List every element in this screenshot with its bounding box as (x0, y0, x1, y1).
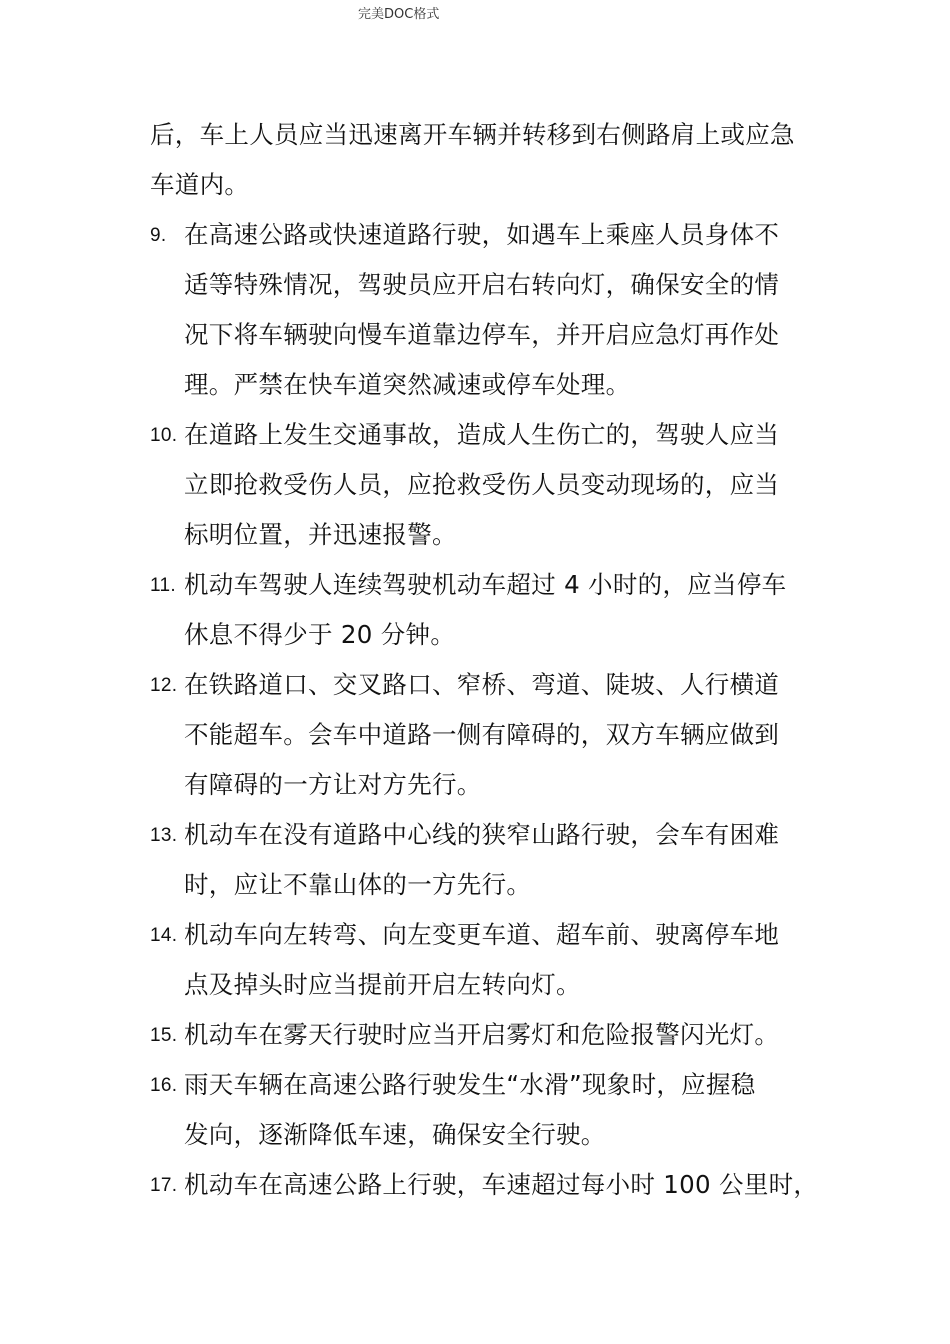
list-item-number: 15. (150, 1025, 178, 1046)
list-item (150, 910, 820, 1010)
list-item-line: 点及掉头时应当提前开启左转向灯。 (184, 970, 581, 999)
list-item-line (150, 560, 820, 610)
list-item-number: 10. (150, 425, 178, 446)
list-item-text: 在高速公路或快速道路行驶，如遇车上乘座人员身体不 (184, 220, 780, 249)
list-item-text: 机动车在没有道路中心线的狭窄山路行驶，会车有困难 (184, 820, 780, 849)
list-item (150, 410, 820, 560)
document-body (150, 110, 820, 1210)
list-item-line (150, 910, 820, 960)
list-item-number: 9. (150, 225, 167, 246)
list-item-line (150, 410, 820, 460)
text-line: 后，车上人员应当迅速离开车辆并转移到右侧路肩上或应急 (150, 120, 795, 149)
list-item (150, 660, 820, 810)
list-item-line: 立即抢救受伤人员，应抢救受伤人员变动现场的，应当 (184, 470, 780, 499)
list-item (150, 1160, 820, 1210)
list-item (150, 1060, 820, 1160)
list-item-text: 机动车在雾天行驶时应当开启雾灯和危险报警闪光灯。 (184, 1020, 780, 1049)
list-item-line: 有障碍的一方让对方先行。 (184, 770, 482, 799)
list-item-line (150, 1160, 820, 1210)
list-item-text: 雨天车辆在高速公路行驶发生“水滑”现象时，应握稳 (184, 1070, 756, 1099)
list-item (150, 810, 820, 910)
list-item-text: 在道路上发生交通事故，造成人生伤亡的，驾驶人应当 (184, 420, 780, 449)
list-item-line: 理。严禁在快车道突然减速或停车处理。 (184, 370, 631, 399)
list-item-number: 17. (150, 1175, 178, 1196)
list-item-line: 不能超车。会车中道路一侧有障碍的，双方车辆应做到 (184, 720, 780, 749)
list-item-text: 机动车向左转弯、向左变更车道、超车前、驶离停车地 (184, 920, 780, 949)
intro-paragraph (150, 110, 820, 210)
page-header: 完美DOC格式 (358, 7, 440, 22)
list-item-number: 16. (150, 1075, 178, 1096)
list-item-number: 12. (150, 675, 178, 696)
list-item-line (150, 1060, 820, 1110)
list-item-line (150, 660, 820, 710)
list-item-line: 发向，逐渐降低车速，确保安全行驶。 (184, 1120, 606, 1149)
list-item (150, 210, 820, 410)
list-item-line (150, 810, 820, 860)
list-item (150, 1010, 820, 1060)
list-item-number: 13. (150, 825, 178, 846)
list-item-number: 11. (150, 575, 176, 596)
list-item-text: 在铁路道口、交叉路口、窄桥、弯道、陡坡、人行横道 (184, 670, 780, 699)
list-item-line: 休息不得少于 20 分钟。 (184, 620, 456, 649)
text-line: 车道内。 (150, 170, 250, 199)
list-item-line (150, 1010, 820, 1060)
list-item-line: 适等特殊情况，驾驶员应开启右转向灯，确保安全的情 (184, 270, 780, 299)
list-item-text: 机动车在高速公路上行驶，车速超过每小时 100 公里时， (184, 1170, 819, 1199)
list-item-line (150, 210, 820, 260)
list-item (150, 560, 820, 660)
list-item-line: 标明位置，并迅速报警。 (184, 520, 457, 549)
list-item-number: 14. (150, 925, 178, 946)
list-item-text: 机动车驾驶人连续驾驶机动车超过 4 小时的，应当停车 (184, 570, 787, 599)
list-item-line: 时，应让不靠山体的一方先行。 (184, 870, 532, 899)
list-item-line: 况下将车辆驶向慢车道靠边停车，并开启应急灯再作处 (184, 320, 780, 349)
